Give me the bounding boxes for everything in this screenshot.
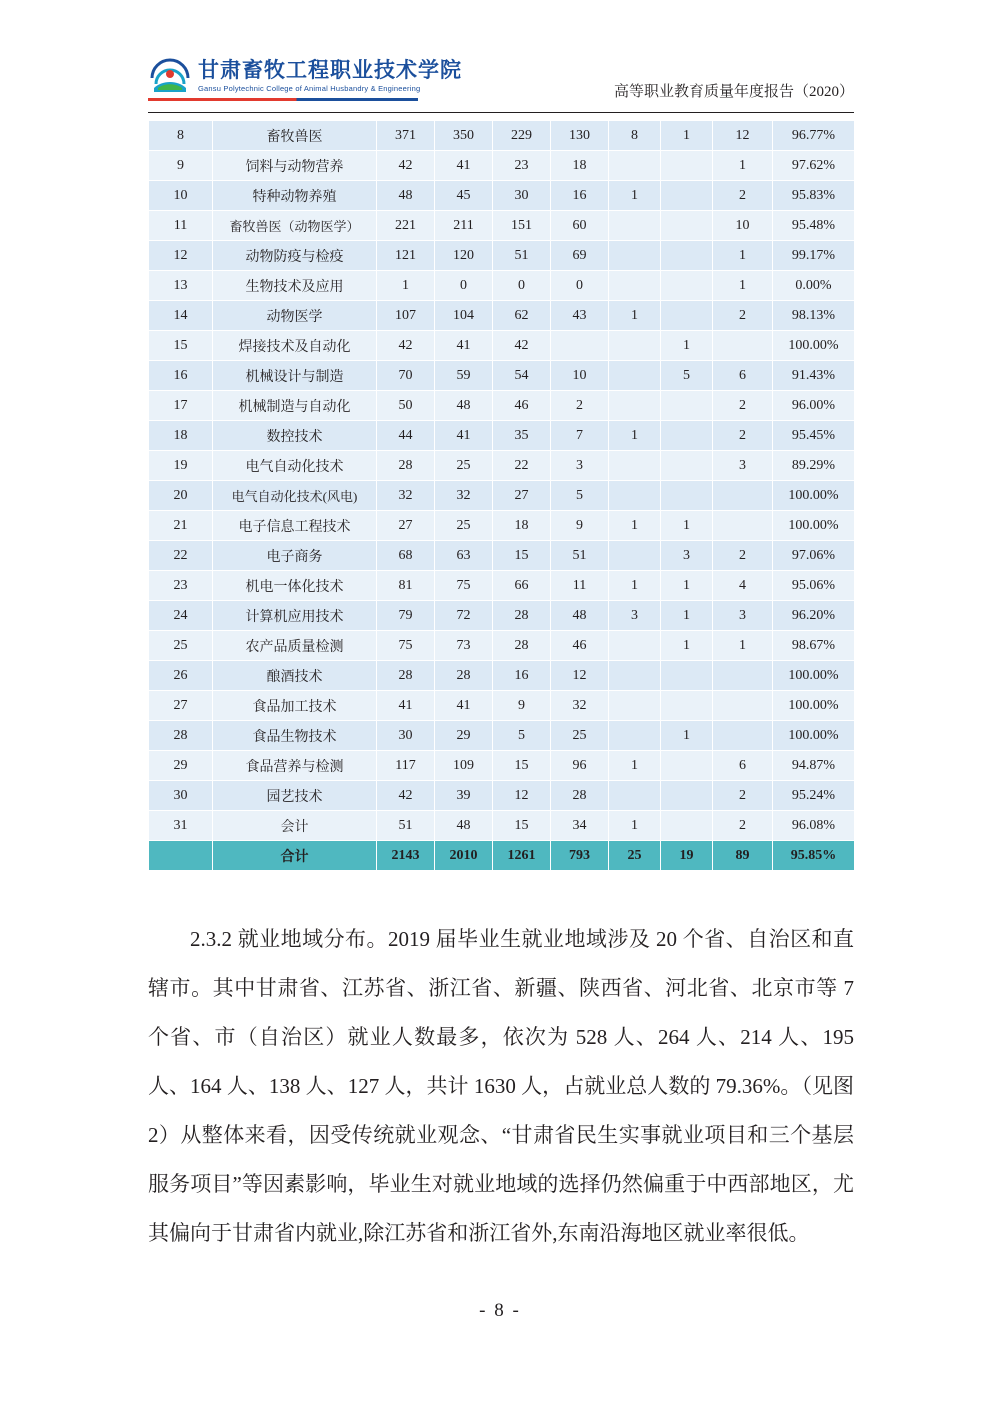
cell-c7: [713, 721, 773, 751]
cell-c4: 7: [551, 421, 609, 451]
table-row: [149, 541, 855, 571]
cell-no: 12: [149, 241, 213, 271]
cell-rate: 94.87%: [773, 751, 855, 781]
cell-rate: 99.17%: [773, 241, 855, 271]
cell-c2: 109: [435, 751, 493, 781]
table-row: [149, 661, 855, 691]
cell-no: 21: [149, 511, 213, 541]
total-cell-c4: 793: [551, 841, 609, 871]
cell-c1: 42: [377, 781, 435, 811]
cell-c6: [661, 691, 713, 721]
cell-c7: 3: [713, 451, 773, 481]
cell-no: 22: [149, 541, 213, 571]
cell-c7: 2: [713, 181, 773, 211]
total-cell-c3: 1261: [493, 841, 551, 871]
cell-c4: 9: [551, 511, 609, 541]
cell-c3: 46: [493, 391, 551, 421]
cell-c5: 1: [609, 421, 661, 451]
body-paragraphs: [148, 915, 854, 1258]
cell-c2: 350: [435, 121, 493, 151]
cell-name: 数控技术: [213, 421, 377, 451]
cell-c6: [661, 811, 713, 841]
cell-c6: [661, 151, 713, 181]
cell-c1: 75: [377, 631, 435, 661]
cell-c7: [713, 511, 773, 541]
cell-no: 9: [149, 151, 213, 181]
cell-c3: 27: [493, 481, 551, 511]
cell-rate: 91.43%: [773, 361, 855, 391]
cell-c4: 130: [551, 121, 609, 151]
header-report-title: 高等职业教育质量年度报告（2020）: [613, 84, 854, 100]
cell-c5: [609, 721, 661, 751]
cell-c1: 107: [377, 301, 435, 331]
cell-name: 电子商务: [213, 541, 377, 571]
cell-c7: [713, 661, 773, 691]
cell-c7: 2: [713, 541, 773, 571]
table-row: [149, 691, 855, 721]
table-row: [149, 751, 855, 781]
cell-name: 焊接技术及自动化: [213, 331, 377, 361]
cell-name: 饲料与动物营养: [213, 151, 377, 181]
cell-c3: 5: [493, 721, 551, 751]
cell-c4: 18: [551, 151, 609, 181]
cell-c3: 54: [493, 361, 551, 391]
table-row: [149, 601, 855, 631]
cell-c4: 48: [551, 601, 609, 631]
cell-c1: 221: [377, 211, 435, 241]
cell-c6: [661, 751, 713, 781]
cell-c3: 42: [493, 331, 551, 361]
cell-c2: 63: [435, 541, 493, 571]
cell-name: 酿酒技术: [213, 661, 377, 691]
cell-c5: 1: [609, 301, 661, 331]
cell-rate: 95.24%: [773, 781, 855, 811]
cell-no: 18: [149, 421, 213, 451]
cell-c5: 1: [609, 181, 661, 211]
cell-rate: 95.48%: [773, 211, 855, 241]
cell-no: 31: [149, 811, 213, 841]
cell-c2: 75: [435, 571, 493, 601]
cell-c4: 32: [551, 691, 609, 721]
table-row: [149, 271, 855, 301]
table-row-total: [149, 841, 855, 871]
page-footer: [0, 1300, 1000, 1322]
cell-no: 17: [149, 391, 213, 421]
cell-c3: 22: [493, 451, 551, 481]
cell-c2: 104: [435, 301, 493, 331]
cell-c7: 2: [713, 391, 773, 421]
cell-c4: 46: [551, 631, 609, 661]
cell-rate: 95.83%: [773, 181, 855, 211]
cell-c4: 2: [551, 391, 609, 421]
cell-c2: 28: [435, 661, 493, 691]
cell-c3: 0: [493, 271, 551, 301]
cell-c3: 151: [493, 211, 551, 241]
cell-c2: 29: [435, 721, 493, 751]
cell-c3: 9: [493, 691, 551, 721]
cell-c5: 1: [609, 571, 661, 601]
table-body: [149, 121, 855, 871]
cell-c6: [661, 211, 713, 241]
cell-c7: 1: [713, 271, 773, 301]
cell-no: 8: [149, 121, 213, 151]
cell-c4: 28: [551, 781, 609, 811]
cell-rate: 95.45%: [773, 421, 855, 451]
cell-no: 14: [149, 301, 213, 331]
cell-name: 特种动物养殖: [213, 181, 377, 211]
cell-c2: 41: [435, 691, 493, 721]
cell-c7: 1: [713, 151, 773, 181]
table-row: [149, 241, 855, 271]
cell-c5: 1: [609, 811, 661, 841]
cell-c2: 48: [435, 811, 493, 841]
cell-c6: [661, 481, 713, 511]
cell-c7: 6: [713, 361, 773, 391]
cell-name: 机械设计与制造: [213, 361, 377, 391]
cell-c1: 48: [377, 181, 435, 211]
cell-c3: 35: [493, 421, 551, 451]
cell-c3: 62: [493, 301, 551, 331]
cell-name: 电气自动化技术(风电): [213, 481, 377, 511]
cell-no: 11: [149, 211, 213, 241]
cell-c5: [609, 781, 661, 811]
cell-c3: 23: [493, 151, 551, 181]
cell-c6: [661, 421, 713, 451]
total-cell-rate: 95.85%: [773, 841, 855, 871]
cell-c7: 3: [713, 601, 773, 631]
cell-c2: 59: [435, 361, 493, 391]
cell-c6: [661, 181, 713, 211]
cell-c1: 79: [377, 601, 435, 631]
page-header: [148, 58, 854, 110]
cell-c2: 45: [435, 181, 493, 211]
cell-c4: 10: [551, 361, 609, 391]
cell-c5: 8: [609, 121, 661, 151]
cell-rate: 100.00%: [773, 481, 855, 511]
cell-c1: 51: [377, 811, 435, 841]
cell-c6: [661, 241, 713, 271]
cell-rate: 100.00%: [773, 691, 855, 721]
cell-c4: 5: [551, 481, 609, 511]
cell-no: 25: [149, 631, 213, 661]
cell-rate: 100.00%: [773, 331, 855, 361]
cell-c4: 43: [551, 301, 609, 331]
table-row: [149, 211, 855, 241]
cell-c7: 1: [713, 631, 773, 661]
cell-c3: 66: [493, 571, 551, 601]
cell-name: 食品营养与检测: [213, 751, 377, 781]
cell-c2: 72: [435, 601, 493, 631]
cell-name: 机械制造与自动化: [213, 391, 377, 421]
cell-c1: 117: [377, 751, 435, 781]
cell-c5: [609, 271, 661, 301]
cell-no: 24: [149, 601, 213, 631]
cell-c5: [609, 151, 661, 181]
cell-c3: 15: [493, 541, 551, 571]
cell-rate: 96.00%: [773, 391, 855, 421]
cell-c4: 51: [551, 541, 609, 571]
table-row: [149, 451, 855, 481]
cell-c1: 70: [377, 361, 435, 391]
cell-c2: 25: [435, 511, 493, 541]
cell-c4: 34: [551, 811, 609, 841]
cell-c4: 96: [551, 751, 609, 781]
cell-rate: 89.29%: [773, 451, 855, 481]
cell-c7: 6: [713, 751, 773, 781]
cell-no: 16: [149, 361, 213, 391]
cell-rate: 97.06%: [773, 541, 855, 571]
cell-rate: 100.00%: [773, 511, 855, 541]
cell-c1: 41: [377, 691, 435, 721]
cell-c2: 25: [435, 451, 493, 481]
cell-no: 19: [149, 451, 213, 481]
cell-c1: 371: [377, 121, 435, 151]
cell-no: 13: [149, 271, 213, 301]
cell-c6: 1: [661, 511, 713, 541]
header-divider: [148, 112, 854, 113]
cell-rate: 96.08%: [773, 811, 855, 841]
cell-name: 机电一体化技术: [213, 571, 377, 601]
cell-name: 生物技术及应用: [213, 271, 377, 301]
cell-no: 28: [149, 721, 213, 751]
total-cell-c5: 25: [609, 841, 661, 871]
cell-c7: [713, 691, 773, 721]
cell-c6: [661, 391, 713, 421]
logo-title-en: Gansu Polytechnic College of Animal Husbandry & Engineering: [198, 84, 421, 93]
cell-c6: [661, 781, 713, 811]
logo-underline-rule: [148, 98, 418, 101]
cell-c1: 27: [377, 511, 435, 541]
cell-c7: 2: [713, 781, 773, 811]
cell-c2: 41: [435, 151, 493, 181]
cell-c3: 15: [493, 751, 551, 781]
cell-c2: 41: [435, 421, 493, 451]
cell-c5: [609, 361, 661, 391]
cell-rate: 96.77%: [773, 121, 855, 151]
table-row: [149, 571, 855, 601]
cell-c1: 121: [377, 241, 435, 271]
cell-c7: [713, 331, 773, 361]
total-cell-c2: 2010: [435, 841, 493, 871]
cell-name: 园艺技术: [213, 781, 377, 811]
cell-c7: 10: [713, 211, 773, 241]
cell-no: 10: [149, 181, 213, 211]
cell-c2: 41: [435, 331, 493, 361]
cell-c5: [609, 241, 661, 271]
cell-c6: 1: [661, 571, 713, 601]
cell-c6: 3: [661, 541, 713, 571]
cell-c6: 5: [661, 361, 713, 391]
cell-c3: 15: [493, 811, 551, 841]
table-row: [149, 121, 855, 151]
cell-c6: 1: [661, 331, 713, 361]
cell-no: 27: [149, 691, 213, 721]
cell-c3: 18: [493, 511, 551, 541]
cell-c4: 11: [551, 571, 609, 601]
cell-c4: 0: [551, 271, 609, 301]
cell-c6: [661, 301, 713, 331]
cell-c4: 60: [551, 211, 609, 241]
table-row: [149, 301, 855, 331]
cell-c1: 1: [377, 271, 435, 301]
cell-name: 会计: [213, 811, 377, 841]
cell-c5: [609, 691, 661, 721]
cell-name: 食品加工技术: [213, 691, 377, 721]
cell-c5: 1: [609, 751, 661, 781]
cell-name: 食品生物技术: [213, 721, 377, 751]
table-row: [149, 391, 855, 421]
cell-no: 26: [149, 661, 213, 691]
table-row: [149, 421, 855, 451]
cell-c6: [661, 451, 713, 481]
cell-c1: 28: [377, 451, 435, 481]
cell-c5: [609, 211, 661, 241]
cell-name: 畜牧兽医（动物医学）: [213, 211, 377, 241]
cell-rate: 97.62%: [773, 151, 855, 181]
cell-c1: 81: [377, 571, 435, 601]
cell-rate: 98.67%: [773, 631, 855, 661]
cell-c1: 42: [377, 151, 435, 181]
cell-c5: [609, 661, 661, 691]
cell-c5: [609, 331, 661, 361]
cell-c6: 1: [661, 121, 713, 151]
cell-c1: 42: [377, 331, 435, 361]
cell-no: 20: [149, 481, 213, 511]
cell-c1: 32: [377, 481, 435, 511]
logo-text-block: [198, 58, 462, 94]
cell-c4: 25: [551, 721, 609, 751]
cell-c7: 12: [713, 121, 773, 151]
cell-c3: 51: [493, 241, 551, 271]
cell-rate: 96.20%: [773, 601, 855, 631]
cell-name: 电子信息工程技术: [213, 511, 377, 541]
cell-c3: 30: [493, 181, 551, 211]
total-cell-c6: 19: [661, 841, 713, 871]
table-row: [149, 781, 855, 811]
cell-c5: 3: [609, 601, 661, 631]
cell-c3: 28: [493, 601, 551, 631]
cell-c4: [551, 331, 609, 361]
total-cell-c1: 2143: [377, 841, 435, 871]
cell-no: 29: [149, 751, 213, 781]
logo-title-cn: 甘肃畜牧工程职业技术学院: [198, 58, 462, 82]
cell-name: 计算机应用技术: [213, 601, 377, 631]
cell-c5: [609, 391, 661, 421]
cell-c2: 120: [435, 241, 493, 271]
cell-c4: 12: [551, 661, 609, 691]
cell-c6: 1: [661, 601, 713, 631]
cell-name: 畜牧兽医: [213, 121, 377, 151]
cell-name: 农产品质量检测: [213, 631, 377, 661]
cell-c2: 73: [435, 631, 493, 661]
cell-c2: 48: [435, 391, 493, 421]
cell-c3: 16: [493, 661, 551, 691]
cell-name: 动物防疫与检疫: [213, 241, 377, 271]
cell-name: 电气自动化技术: [213, 451, 377, 481]
cell-c6: [661, 661, 713, 691]
cell-c5: [609, 631, 661, 661]
cell-rate: 95.06%: [773, 571, 855, 601]
cell-c3: 28: [493, 631, 551, 661]
cell-c6: 1: [661, 631, 713, 661]
cell-no: 30: [149, 781, 213, 811]
employment-table: [148, 120, 854, 871]
cell-c6: 1: [661, 721, 713, 751]
table-row: [149, 511, 855, 541]
cell-no: 23: [149, 571, 213, 601]
cell-c2: 32: [435, 481, 493, 511]
institution-logo: [148, 58, 462, 98]
cell-c5: [609, 541, 661, 571]
cell-c7: 1: [713, 241, 773, 271]
table-row: [149, 481, 855, 511]
cell-c4: 16: [551, 181, 609, 211]
table-row: [149, 811, 855, 841]
table-row: [149, 721, 855, 751]
cell-c5: [609, 481, 661, 511]
cell-c2: 211: [435, 211, 493, 241]
cell-name: 动物医学: [213, 301, 377, 331]
cell-c4: 3: [551, 451, 609, 481]
cell-rate: 100.00%: [773, 721, 855, 751]
cell-c6: [661, 271, 713, 301]
cell-c2: 39: [435, 781, 493, 811]
cell-c1: 30: [377, 721, 435, 751]
cell-c4: 69: [551, 241, 609, 271]
total-cell-name: 合计: [213, 841, 377, 871]
total-cell-no: [149, 841, 213, 871]
cell-c1: 28: [377, 661, 435, 691]
cell-c3: 229: [493, 121, 551, 151]
table-row: [149, 331, 855, 361]
table-row: [149, 361, 855, 391]
cell-c2: 0: [435, 271, 493, 301]
cell-c7: 2: [713, 301, 773, 331]
cell-c1: 68: [377, 541, 435, 571]
cell-c1: 50: [377, 391, 435, 421]
cell-c5: [609, 451, 661, 481]
table-row: [149, 631, 855, 661]
logo-emblem-icon: [148, 58, 192, 98]
table-row: [149, 181, 855, 211]
cell-c1: 44: [377, 421, 435, 451]
cell-no: 15: [149, 331, 213, 361]
cell-c7: 2: [713, 421, 773, 451]
page-number: - 8 -: [479, 1300, 521, 1321]
cell-rate: 98.13%: [773, 301, 855, 331]
cell-c7: 4: [713, 571, 773, 601]
cell-c7: [713, 481, 773, 511]
table-row: [149, 151, 855, 181]
cell-c3: 12: [493, 781, 551, 811]
cell-rate: 0.00%: [773, 271, 855, 301]
cell-c7: 2: [713, 811, 773, 841]
cell-c5: 1: [609, 511, 661, 541]
paragraph-employment-region: 2.3.2 就业地域分布。2019 届毕业生就业地域涉及 20 个省、自治区和直辖市。其中甘肃省、江苏省、浙江省、新疆、陕西省、河北省、北京市等 7 个省、市（自治区）就业人数最多，依次为 528 人、264 人、214 人、195 人、164 人、138 人、127 人，共计 1630 人，占就业总人数的 79.36%。（见图 2）从整体来看，因受传统就业观念、“甘肃省民生实事就业项目和三个基层服务项目”等因素影响，毕业生对就业地域的选择仍然偏重于中西部地区，尤其偏向于甘肃省内就业,除江苏省和浙江省外,东南沿海地区就业率很低。: [148, 927, 854, 1245]
total-cell-c7: 89: [713, 841, 773, 871]
cell-rate: 100.00%: [773, 661, 855, 691]
